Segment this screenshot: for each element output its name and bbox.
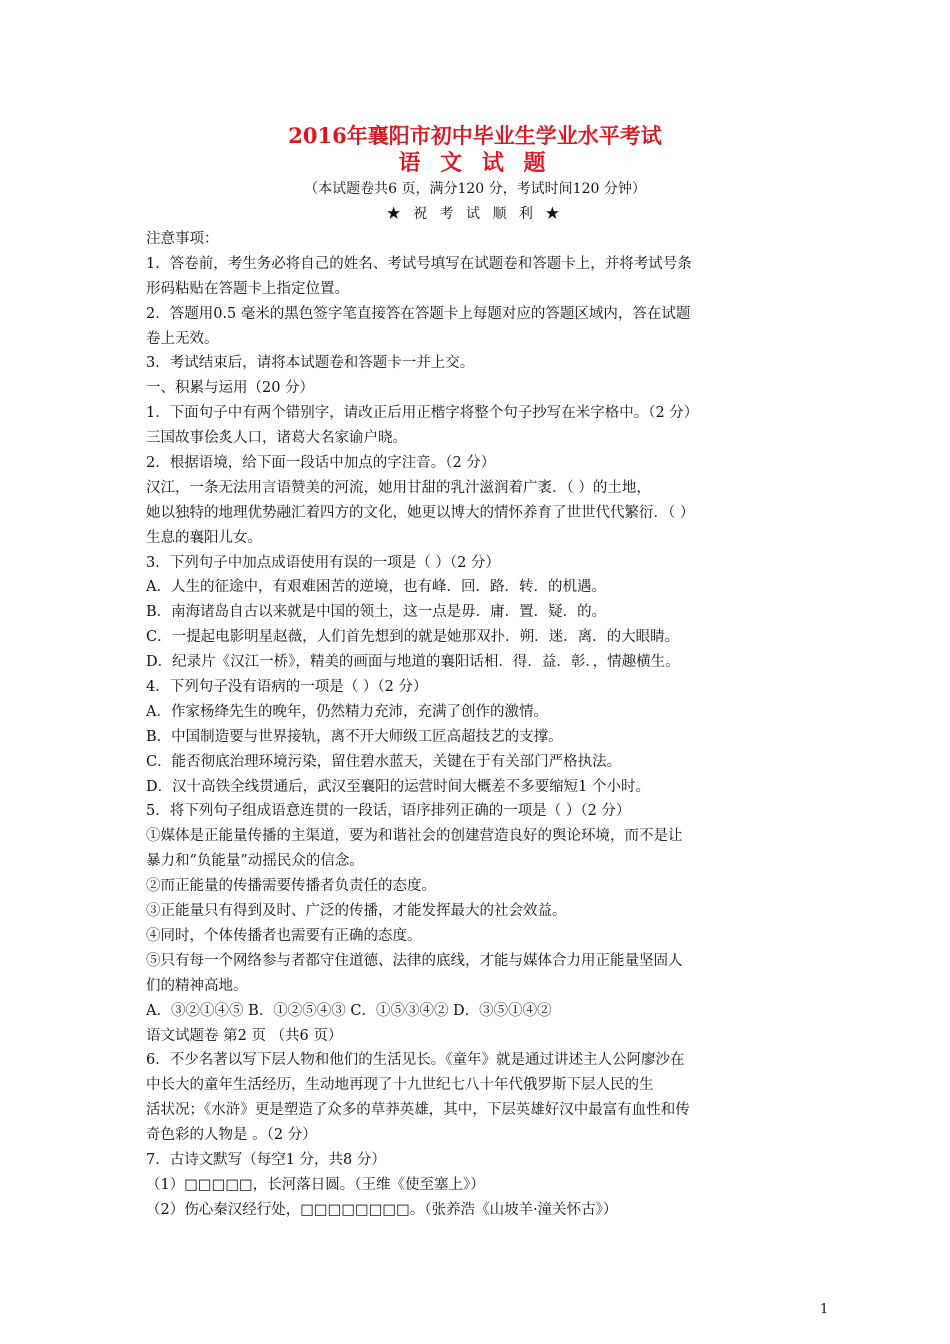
exam-body xyxy=(146,227,816,1223)
text-line: 生息的襄阳儿女。 xyxy=(146,529,262,546)
exam-subject: 语 文 试 题 xyxy=(398,150,552,176)
option-line: C．能否彻底治理环境污染，留住碧水蓝天，关键在于有关部门严格执法。 xyxy=(146,753,622,770)
text-line: 卷上无效。 xyxy=(146,330,219,347)
option-line: D．纪录片《汉江一桥》，精美的画面与地道的襄阳话相．得．益．彰．，情趣横生。 xyxy=(146,654,680,671)
question-line: 6．不少名著以写下层人物和他们的生活见长。《童年》就是通过讲述主人公阿廖沙在 xyxy=(146,1052,685,1069)
text-line: 奇色彩的人物是 。（2 分） xyxy=(146,1127,317,1144)
text-line: 1．答卷前，考生务必将自己的姓名、考试号填写在试题卷和答题卡上，并将考试号条 xyxy=(146,255,692,272)
option-line: D．汉十高铁全线贯通后，武汉至襄阳的运营时间大概差不多要缩短1 个小时。 xyxy=(146,778,650,795)
text-line: 中长大的童年生活经历，生动地再现了十九世纪七八十年代俄罗斯下层人民的生 xyxy=(146,1077,654,1094)
option-line: A．人生的征途中，有艰难困苦的逆境，也有峰．回．路．转．的机遇。 xyxy=(146,579,606,596)
exam-title: 2016年襄阳市初中毕业生学业水平考试 xyxy=(288,123,662,148)
option-line: B．中国制造要与世界接轨，离不开大师级工匠高超技艺的支撑。 xyxy=(146,728,563,745)
text-line: 她以独特的地理优势融汇着四方的文化，她更以博大的情怀养育了世世代代繁衍．（ ） xyxy=(146,504,695,521)
text-line: （1）□□□□□，长河落日圆。（王维《使至塞上》） xyxy=(146,1176,485,1193)
option-line: A．③②①④⑤ B．①②⑤④③ C．①⑤③④② D．③⑤①④② xyxy=(146,1002,552,1019)
text-line: 暴力和“负能量”动摇民众的信念。 xyxy=(146,853,364,870)
page-number: 1 xyxy=(820,1302,829,1317)
option-line: B．南海诸岛自古以来就是中国的领土，这一点是毋．庸．置．疑．的。 xyxy=(146,604,607,621)
question-line: 7．古诗文默写（每空1 分，共8 分） xyxy=(146,1151,386,1168)
question-line: 2．根据语境，给下面一段话中加点的字注音。（2 分） xyxy=(146,455,496,472)
question-line: 4．下列句子没有语病的一项是（ ）（2 分） xyxy=(146,679,428,696)
text-line: 三国故事侩炙人口，诸葛大名家谕户晓。 xyxy=(146,430,407,447)
question-line: 1．下面句子中有两个错别字，请改正后用正楷字将整个句子抄写在米字格中。（2 分） xyxy=(146,405,699,422)
text-line: 活状况；《水浒》更是塑造了众多的草莽英雄，其中，下层英雄好汉中最富有血性和传 xyxy=(146,1102,690,1119)
text-line: ④同时，个体传播者也需要有正确的态度。 xyxy=(146,927,422,944)
text-line: 3．考试结束后，请将本试题卷和答题卡一并上交。 xyxy=(146,355,475,372)
text-line: 们的精神高地。 xyxy=(146,977,248,994)
text-line: （2）伤心秦汉经行处，□□□□□□□□。（张养浩《山坡羊·潼关怀古》） xyxy=(146,1201,618,1218)
text-line: ②而正能量的传播需要传播者负责任的态度。 xyxy=(146,878,436,895)
text-line: ⑤只有每一个网络参与者都守住道德、法律的底线，才能与媒体合力用正能量坚固人 xyxy=(146,952,683,969)
blessing-line: ★ 祝 考 试 顺 利 ★ xyxy=(386,206,564,222)
text-line: 注意事项： xyxy=(146,231,219,247)
page-footer-note: 语文试题卷 第2 页 （共6 页） xyxy=(146,1027,343,1044)
option-line: A．作家杨绛先生的晚年，仍然精力充沛，充满了创作的激情。 xyxy=(146,703,548,720)
question-line: 5．将下列句子组成语意连贯的一段话，语序排列正确的一项是（ ）（2 分） xyxy=(146,803,631,820)
text-line: 形码粘贴在答题卡上指定位置。 xyxy=(146,280,349,297)
section-heading: 一、积累与运用（20 分） xyxy=(146,380,315,397)
text-line: ③正能量只有得到及时、广泛的传播，才能发挥最大的社会效益。 xyxy=(146,903,567,920)
question-line: 3．下列句子中加点成语使用有误的一项是（ ）（2 分） xyxy=(146,554,500,571)
text-line: ①媒体是正能量传播的主渠道，要为和谐社会的创建营造良好的舆论环境，而不是让 xyxy=(146,828,683,845)
text-line: 汉江，一条无法用言语赞美的河流，她用甘甜的乳汁滋润着广袤．（ ）的土地， xyxy=(146,479,651,496)
option-line: C．一提起电影明星赵薇，人们首先想到的就是她那双扑．朔．迷．离．的大眼睛。 xyxy=(146,629,680,646)
exam-info: （本试题卷共6 页，满分120 分，考试时间120 分钟） xyxy=(304,181,646,197)
text-line: 2．答题用0.5 毫米的黑色签字笔直接答在答题卡上每题对应的答题区域内，答在试题 xyxy=(146,305,691,322)
